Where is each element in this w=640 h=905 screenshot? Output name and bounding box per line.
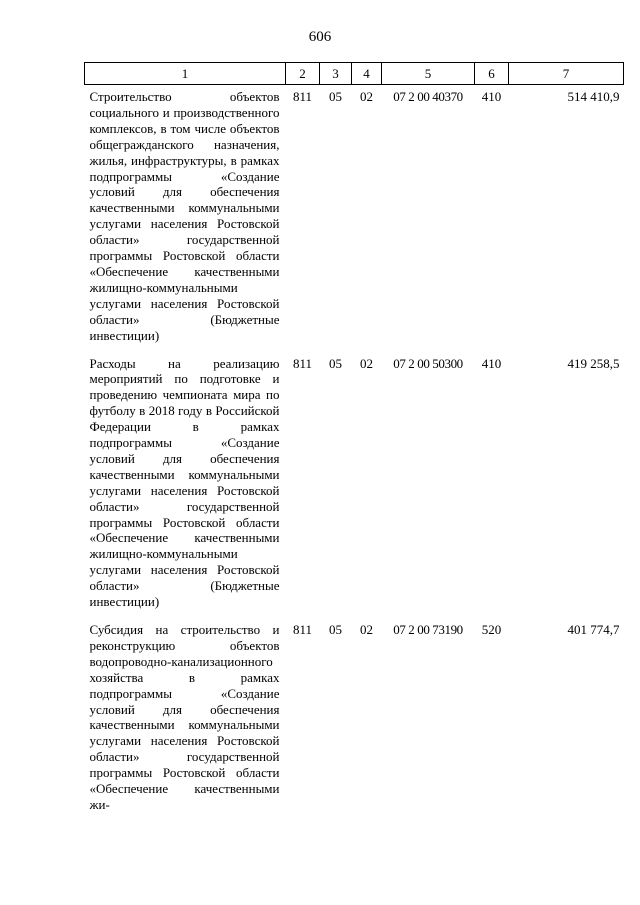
table-row (85, 352, 624, 619)
row-section-code: 05 (329, 622, 342, 637)
row-target-article: 07 2 00 50300 (393, 355, 463, 371)
column-header-7: 7 (509, 63, 624, 85)
row-expense-type: 410 (481, 355, 502, 371)
row-expense-type: 410 (481, 89, 502, 104)
row-section-code: 05 (329, 355, 342, 371)
row-amount: 514 410,9 (567, 89, 620, 104)
column-header-6: 6 (475, 63, 509, 85)
row-ministry-code: 811 (292, 622, 313, 637)
row-ministry-code: 811 (292, 355, 313, 371)
column-header-3: 3 (320, 63, 352, 85)
row-subsection-code: 02 (360, 355, 373, 371)
row-section-code: 05 (329, 89, 342, 104)
budget-table (84, 62, 624, 821)
row-expense-type: 520 (481, 622, 502, 637)
column-header-5: 5 (382, 63, 475, 85)
column-header-1: 1 (85, 63, 286, 85)
row-description: Строительство объектов социального и производственного комплексов, в том числе объектов общегражданского назначения, жилья, инфраструктуры, в рамках подпрограммы «Создание условий для обеспечения качественными коммунальными услугами населения Ростовской области» государственной программы Ростовской области «Обеспечение качественными жилищно-коммунальными услугами населения Ростовской области» (Бюджетные инвестиции) (89, 89, 280, 343)
row-subsection-code: 02 (360, 89, 373, 104)
column-header-2: 2 (286, 63, 320, 85)
row-target-article: 07 2 00 40370 (393, 89, 463, 104)
page-number: 606 (308, 29, 332, 45)
row-amount: 401 774,7 (567, 622, 620, 637)
row-amount: 419 258,5 (567, 355, 620, 371)
row-description: Расходы на реализацию мероприятий по подготовке и проведению чемпионата мира по футболу в 2018 году в Российской Федерации в рамках подпрограммы «Создание условий для обеспечения качественными коммунальными услугами населения Ростовской области» государственной программы Ростовской области «Обеспечение качественными жилищно-коммунальными услугами населения Ростовской области» (Бюджетные инвестиции) (89, 355, 280, 610)
row-description: Субсидия на строительство и реконструкцию объектов водопроводно-канализационного хозяйства в рамках подпрограммы «Создание условий для обеспечения качественными коммунальными услугами населения Ростовской области» государственной программы Ростовской области «Обеспечение качественными жи- (89, 622, 280, 812)
row-target-article: 07 2 00 73190 (393, 622, 463, 637)
table-row (85, 618, 624, 821)
table-header-row (85, 63, 624, 85)
column-header-4: 4 (352, 63, 382, 85)
table-row (85, 85, 624, 352)
row-ministry-code: 811 (292, 89, 313, 104)
row-subsection-code: 02 (360, 622, 373, 637)
